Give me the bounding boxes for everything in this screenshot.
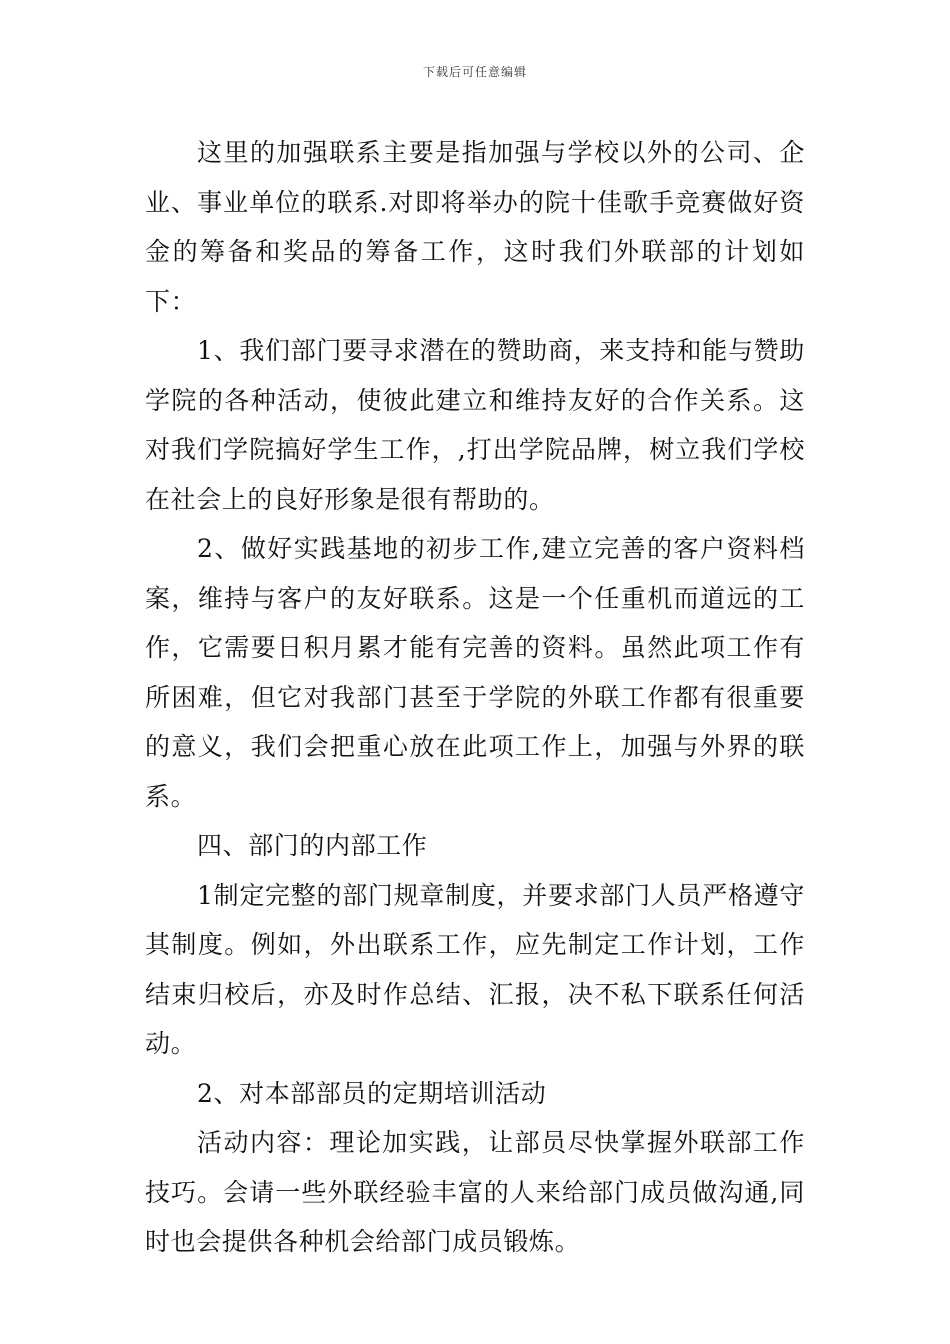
- paragraph-item-2-practice-base: 2、做好实践基地的初步工作,建立完善的客户资料档案，维持与客户的友好联系。这是一个任重机而道远的工作，它需要日积月累才能有完善的资料。虽然此项工作有所困难，但它对我部门甚至于学院的外联工作都有很重要的意义，我们会把重心放在此项工作上，加强与外界的联系。: [145, 534, 805, 811]
- paragraph-activity-content: 活动内容：理论加实践，让部员尽快掌握外联部工作技巧。会请一些外联经验丰富的人来给部门成员做沟通,同时也会提供各种机会给部门成员锻炼。: [145, 1128, 805, 1256]
- paragraph-external-contact: 这里的加强联系主要是指加强与学校以外的公司、企业、事业单位的联系.对即将举办的院十佳歌手竞赛做好资金的筹备和奖品的筹备工作，这时我们外联部的计划如下：: [145, 138, 805, 316]
- document-body: [145, 128, 805, 1267]
- header-note: 下载后可任意编辑: [422, 65, 527, 79]
- paragraph-item-1-rules: 1制定完整的部门规章制度，并要求部门人员严格遵守其制度。例如，外出联系工作，应先制定工作计划，工作结束归校后，亦及时作总结、汇报，决不私下联系任何活动。: [145, 880, 805, 1058]
- paragraph-item-2-training: 2、对本部部员的定期培训活动: [197, 1078, 547, 1108]
- section-heading-internal-work: 四、部门的内部工作: [197, 831, 428, 860]
- paragraph-item-1-sponsors: 1、我们部门要寻求潜在的赞助商，来支持和能与赞助学院的各种活动，使彼此建立和维持友好的合作关系。这对我们学院搞好学生工作，,打出学院品牌，树立我们学校在社会上的良好形象是很有帮助的。: [145, 336, 805, 514]
